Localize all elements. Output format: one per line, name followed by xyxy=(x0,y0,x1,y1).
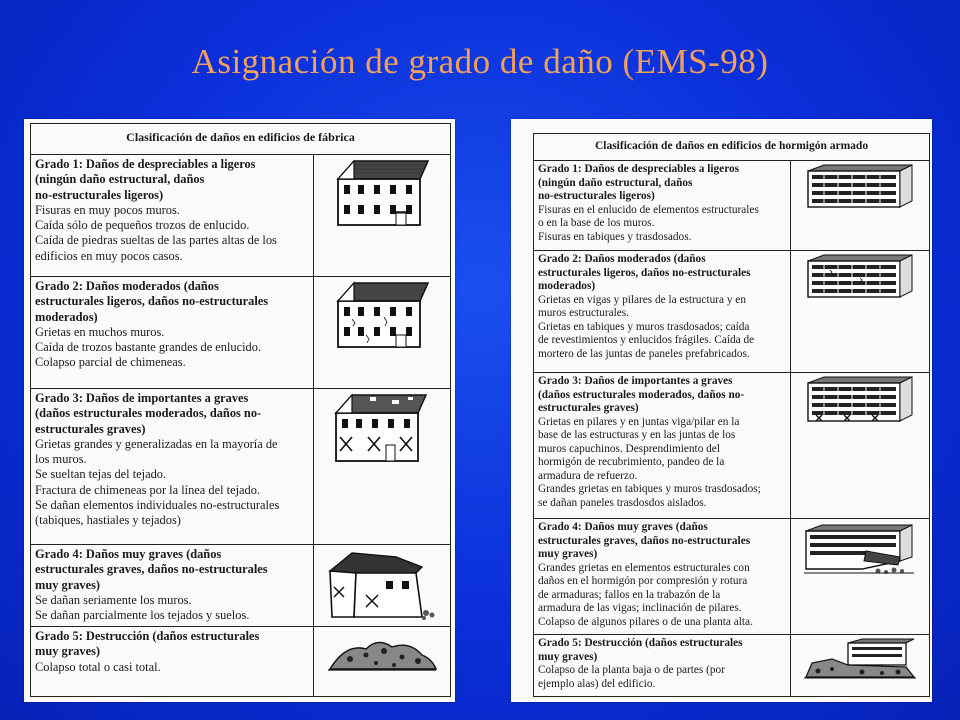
concrete-grade-2-text xyxy=(534,251,791,373)
grade-detail: Grietas en muchos muros. xyxy=(35,324,165,339)
concrete-grade-5-text xyxy=(534,635,791,697)
grade-detail: armadura de refuerzo. xyxy=(538,469,638,482)
concrete-grade-2-illustration xyxy=(791,251,930,373)
grade-heading: Grado 1: Daños de despreciables a ligeros (ningún daño estructural, daños no-estructurales ligeros) xyxy=(35,157,256,202)
concrete-grade-1-illustration xyxy=(791,161,930,251)
grade-detail: o en la base de los muros. xyxy=(538,217,655,230)
grade-detail: Caída de trozos bastante grandes de enlucido. xyxy=(35,340,262,354)
grade-detail: Fisuras en muy pocos muros. xyxy=(35,202,180,217)
grade-detail: Grietas en tabiques y muros trasdosados; caída xyxy=(538,320,750,333)
masonry-house-cracked-icon xyxy=(332,279,432,351)
grade-detail: hormigón de recubrimiento, pandeo de la xyxy=(538,456,725,469)
grade-detail: mortero de las juntas de paneles prefabricados. xyxy=(538,347,750,360)
grade-detail: muros estructurales. xyxy=(538,307,629,320)
concrete-grade-3-illustration xyxy=(791,373,930,519)
concrete-table-title: Clasificación de daños en edificios de hormigón armado xyxy=(534,134,930,161)
grade-detail: Colapso de algunos pilares o de una planta alta. xyxy=(538,615,753,628)
masonry-table-title: Clasificación de daños en edificios de fábrica xyxy=(31,124,451,155)
grade-detail: edificios en muy pocos casos. xyxy=(35,248,183,263)
masonry-rubble-icon xyxy=(326,629,438,675)
masonry-grade-1-text xyxy=(31,155,314,277)
masonry-grade-1-illustration xyxy=(314,155,451,277)
grade-detail: Grandes grietas en elementos estructurales con xyxy=(538,561,750,574)
masonry-grade-5-illustration xyxy=(314,627,451,697)
grade-detail: Caída sólo de pequeños trozos de enlucido. xyxy=(35,218,250,232)
grade-heading: Grado 4: Daños muy graves (daños estructurales graves, daños no-estructurales muy graves) xyxy=(538,521,751,561)
grade-detail: (tabiques, hastiales y tejados) xyxy=(35,513,181,527)
concrete-building-damaged-icon xyxy=(804,375,916,425)
concrete-grade-4-text xyxy=(534,519,791,635)
masonry-damage-table xyxy=(30,123,451,697)
masonry-grade-5-text xyxy=(31,627,314,697)
grade-detail: Fisuras en el enlucido de elementos estructurales xyxy=(538,203,759,216)
grade-detail: ejemplo alas) del edificio. xyxy=(538,677,656,690)
grade-heading: Grado 4: Daños muy graves (daños estructurales graves, daños no-estructurales muy graves) xyxy=(35,547,268,592)
slide-title: Asignación de grado de daño (EMS-98) xyxy=(191,42,769,81)
grade-detail: Colapso de la planta baja o de partes (por xyxy=(538,664,725,677)
grade-detail: Se dañan elementos individuales no-estructurales xyxy=(35,497,280,512)
masonry-house-heavily-cracked-icon xyxy=(330,391,434,465)
grade-detail: Grietas en pilares y en juntas viga/pilar en la xyxy=(538,415,740,428)
grade-heading: Grado 3: Daños de importantes a graves (daños estructurales moderados, daños no- estructurales graves) xyxy=(35,391,262,436)
masonry-grade-2-text xyxy=(31,277,314,389)
grade-detail: muros capuchinos. Desprendimiento del xyxy=(538,442,720,455)
concrete-building-severe-damage-icon xyxy=(802,521,918,575)
grade-detail: de revestimientos y enlucidos frágiles. Caída de xyxy=(538,334,755,347)
concrete-classification-sheet xyxy=(511,119,932,702)
grade-detail: Grandes grietas en tabiques y muros trasdosados; xyxy=(538,483,761,496)
masonry-grade-3-illustration xyxy=(314,389,451,545)
grade-detail: Se dañan seriamente los muros. xyxy=(35,592,192,607)
grade-detail: base de las estructuras y en las juntas de los xyxy=(538,429,736,442)
grade-heading: Grado 5: Destrucción (daños estructurales muy graves) xyxy=(35,629,260,659)
grade-detail: Fisuras en tabiques y trasdosados. xyxy=(538,230,692,243)
concrete-building-cracked-icon xyxy=(804,253,916,301)
concrete-grade-4-illustration xyxy=(791,519,930,635)
masonry-grade-4-text xyxy=(31,545,314,627)
masonry-grade-3-text xyxy=(31,389,314,545)
grade-heading: Grado 2: Daños moderados (daños estructurales ligeros, daños no-estructurales moderados) xyxy=(35,279,269,324)
masonry-classification-sheet xyxy=(24,119,455,702)
grade-detail: Se dañan parcialmente los tejados y suelos. xyxy=(35,608,250,622)
masonry-house-partial-collapse-icon xyxy=(326,547,438,621)
grade-detail: los muros. xyxy=(35,452,87,466)
grade-detail: daños en el hormigón por compresión y rotura xyxy=(538,575,748,588)
concrete-grade-5-illustration xyxy=(791,635,930,697)
grade-heading: Grado 3: Daños de importantes a graves (daños estructurales moderados, daños no- estructurales graves) xyxy=(538,375,745,415)
grade-detail: Grietas en vigas y pilares de la estructura y en xyxy=(538,293,746,306)
masonry-house-intact-icon xyxy=(332,157,432,229)
concrete-grade-1-text xyxy=(534,161,791,251)
grade-heading: Grado 5: Destrucción (daños estructurales muy graves) xyxy=(538,637,743,663)
grade-detail: Caída de piedras sueltas de las partes altas de los xyxy=(35,233,277,248)
concrete-building-collapse-icon xyxy=(802,637,918,681)
masonry-grade-4-illustration xyxy=(314,545,451,627)
concrete-damage-table xyxy=(533,133,930,697)
grade-detail: Colapso total o casi total. xyxy=(35,659,161,674)
grade-detail: Grietas grandes y generalizadas en la mayoría de xyxy=(35,436,278,451)
masonry-grade-2-illustration xyxy=(314,277,451,389)
grade-detail: se dañan paneles trasdosdos aislados. xyxy=(538,496,707,509)
grade-detail: armadura de las vigas; inclinación de pilares. xyxy=(538,602,742,615)
grade-detail: Se sueltan tejas del tejado. xyxy=(35,467,167,482)
grade-detail: Colapso parcial de chimeneas. xyxy=(35,355,186,370)
grade-detail: Fractura de chimeneas por la línea del tejado. xyxy=(35,482,260,497)
concrete-building-intact-icon xyxy=(804,163,916,211)
concrete-grade-3-text xyxy=(534,373,791,519)
grade-heading: Grado 2: Daños moderados (daños estructurales ligeros, daños no-estructurales moderados) xyxy=(538,253,751,293)
grade-detail: de armaduras; fallos en la trabazón de la xyxy=(538,588,721,601)
grade-heading: Grado 1: Daños de despreciables a ligeros (ningún daño estructural, daños no-estructurales ligeros) xyxy=(538,163,740,203)
